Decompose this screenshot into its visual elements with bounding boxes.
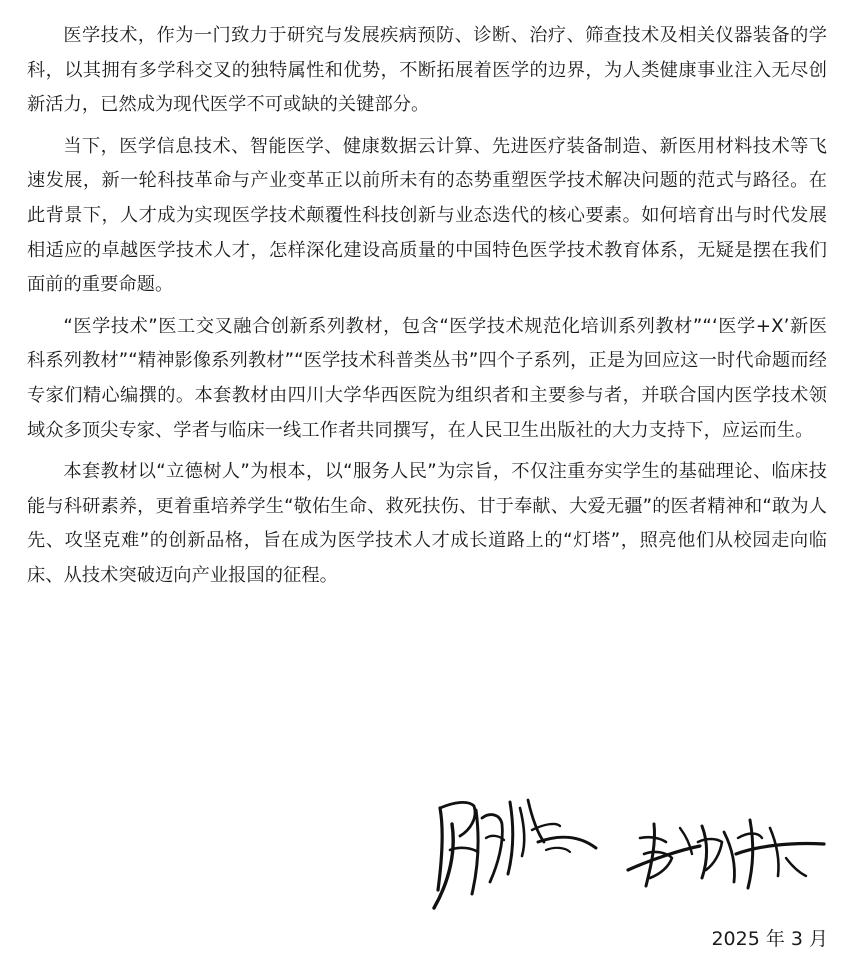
paragraph-4: 本套教材以“立德树人”为根本，以“服务人民”为宗旨，不仅注重夯实学生的基础理论、临床技能与科研素养，更着重培养学生“敬佑生命、救死扶伤、甘于奉献、大爱无疆”的医者精神和“敢为人先、攻坚克难”的创新品格，旨在成为医学技术人才成长道路上的“灯塔”，照亮他们从校园走向临床、从技术突破迈向产业报国的征程。 [27,461,827,586]
paragraph-2: 当下，医学信息技术、智能医学、健康数据云计算、先进医疗装备制造、新医用材料技术等飞速发展，新一轮科技革命与产业变革正以前所未有的态势重塑医学技术解决问题的范式与路径。在此背景下，人才成为实现医学技术颠覆性科技创新与业态迭代的核心要素。如何培育出与时代发展相适应的卓越医学技术人才，怎样深化建设高质量的中国特色医学技术教育体系，无疑是摆在我们面前的重要命题。 [27,135,827,296]
signature-block [420,790,840,920]
paragraph-3: “医学技术”医工交叉融合创新系列教材，包含“医学技术规范化培训系列教材”“‘医学+X’新医科系列教材”“精神影像系列教材”“医学技术科普类丛书”四个子系列，正是为回应这一时代命题而经专家们精心编撰的。本套教材由四川大学华西医院为组织者和主要参与者，并联合国内医学技术领域众多顶尖专家、学者与临床一线工作者共同撰写，在人民卫生出版社的大力支持下，应运而生。 [27,315,827,441]
preface-date: 2025 年 3 月 [711,928,828,950]
preface-body [27,19,827,601]
handwritten-signature-right [620,808,830,898]
paragraph-1: 医学技术，作为一门致力于研究与发展疾病预防、诊断、治疗、筛查技术及相关仪器装备的学科，以其拥有多学科交叉的独特属性和优势，不断拓展着医学的边界，为人类健康事业注入无尽创新活力，已然成为现代医学不可或缺的关键部分。 [27,25,827,116]
handwritten-signature-left [420,790,600,915]
